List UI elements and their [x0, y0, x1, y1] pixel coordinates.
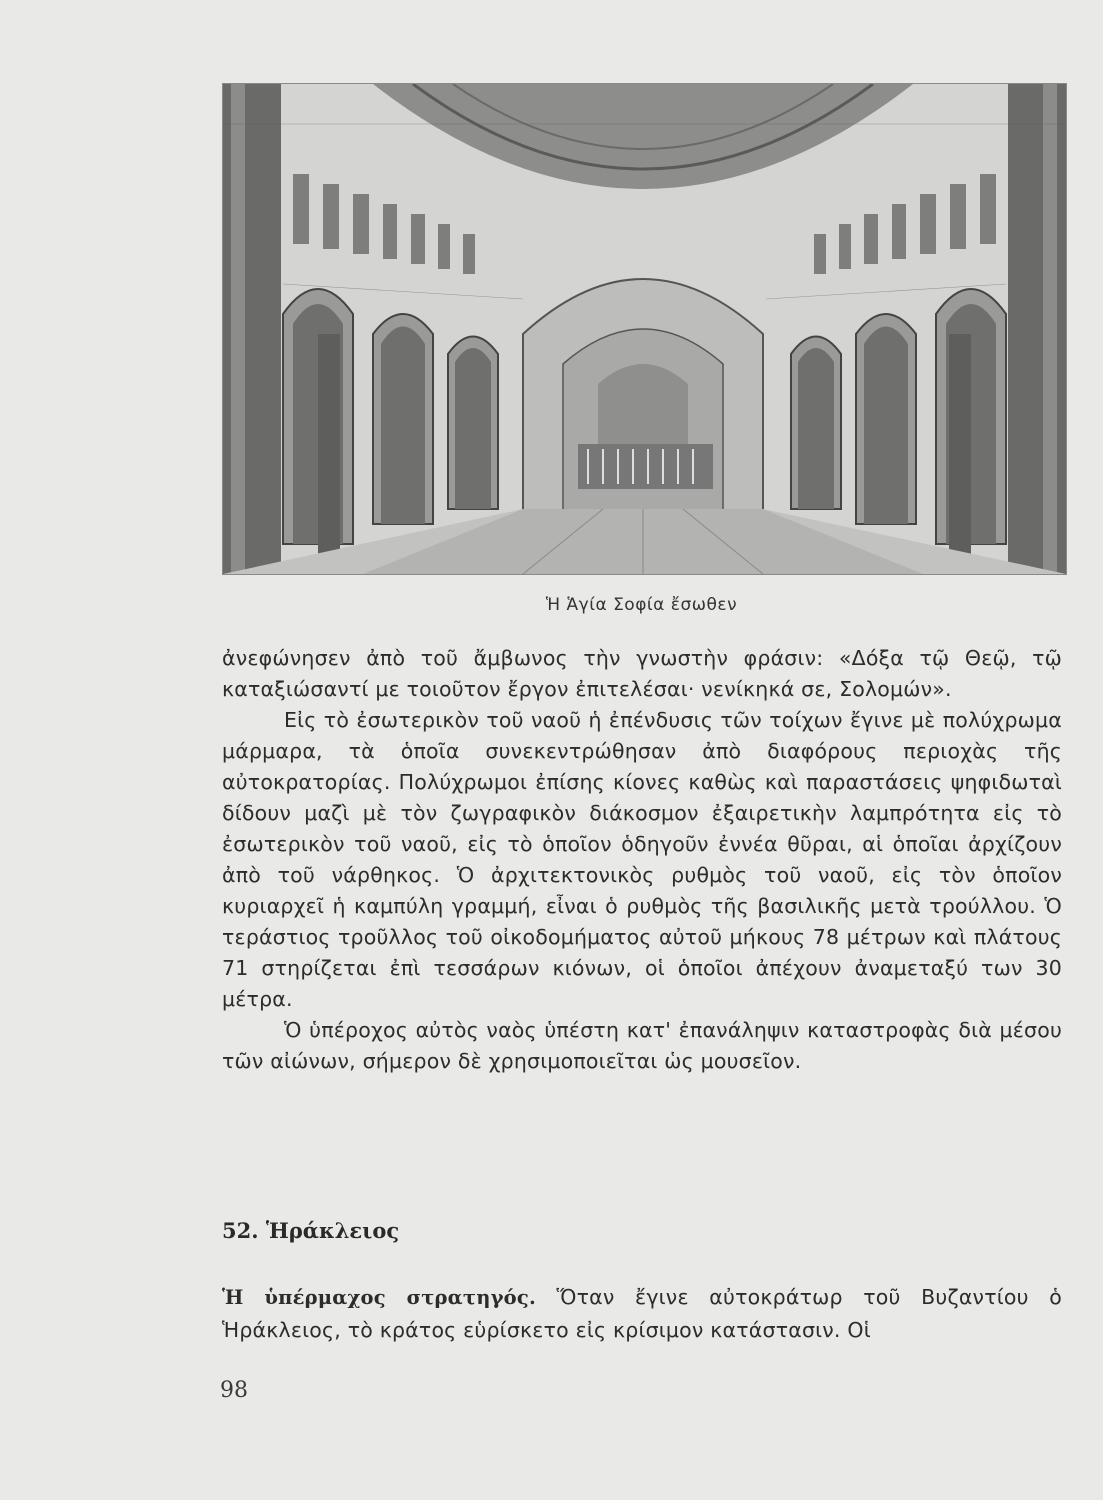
paragraph-text: Ὅταν ἔγινε αὐτοκράτωρ τοῦ Βυζαντίου ὁ Ἡράκλειος, τὸ κράτος εὑρίσκετο εἰς κρίσιμον κατάστασιν. Οἱ [222, 1285, 1062, 1342]
paragraph [222, 1281, 1062, 1346]
hagia-sophia-interior-illustration [222, 83, 1067, 575]
paragraph-lead: Ἡ ὑπέρμαχος στρατηγός. [222, 1286, 536, 1309]
page-number: 98 [220, 1378, 248, 1403]
section-heading: 52. Ἡράκλειος [222, 1218, 400, 1243]
engraving-drawing [223, 84, 1066, 574]
section-text [222, 1281, 1062, 1346]
paragraph: Εἰς τὸ ἐσωτερικὸν τοῦ ναοῦ ἡ ἐπένδυσις τῶν τοίχων ἔγινε μὲ πολύχρωμα μάρμαρα, τὰ ὁποῖα συνεκεντρώθησαν ἀπὸ διαφόρους περιοχὰς τῆς αὐτοκρατορίας. Πολύχρωμοι ἐπίσης κίονες καθὼς καὶ παραστάσεις ψηφιδωταὶ δίδουν μαζὶ μὲ τὸν ζωγραφικὸν διάκοσμον ἐξαιρετικὴν λαμπρότητα εἰς τὸ ἐσωτερικὸν τοῦ ναοῦ, εἰς τὸ ὁποῖον ὁδηγοῦν ἐννέα θῦραι, αἱ ὁποῖαι ἀρχίζουν ἀπὸ τοῦ νάρθηκος. Ὁ ἀρχιτεκτονικὸς ρυθμὸς τοῦ ναοῦ, εἰς τὸν ὁποῖον κυριαρχεῖ ἡ καμπύλη γραμμή, εἶναι ὁ ρυθμὸς τῆς βασιλικῆς μετὰ τρούλλου. Ὁ τεράστιος τροῦλλος τοῦ οἰκοδομήματος αὐτοῦ μήκους 78 μέτρων καὶ πλάτους 71 στηρίζεται ἐπὶ τεσσάρων κιόνων, οἱ ὁποῖοι ἀπέχουν ἀναμεταξύ των 30 μέτρα. [222, 708, 1062, 1011]
figure-caption: Ἡ Ἁγία Σοφία ἔσωθεν [545, 595, 738, 615]
main-text [222, 643, 1062, 1077]
paragraph: Ὁ ὑπέροχος αὐτὸς ναὸς ὑπέστη κατ' ἐπανάληψιν καταστροφὰς διὰ μέσου τῶν αἰώνων, σήμερον δὲ χρησιμοποιεῖται ὡς μουσεῖον. [222, 1018, 1062, 1073]
paragraph: ἀνεφώνησεν ἀπὸ τοῦ ἄμβωνος τὴν γνωστὴν φράσιν: «Δόξα τῷ Θεῷ, τῷ καταξιώσαντί με τοιοῦτον ἔργον ἐπιτελέσαι· νενίκηκά σε, Σολομών». [222, 646, 1062, 701]
